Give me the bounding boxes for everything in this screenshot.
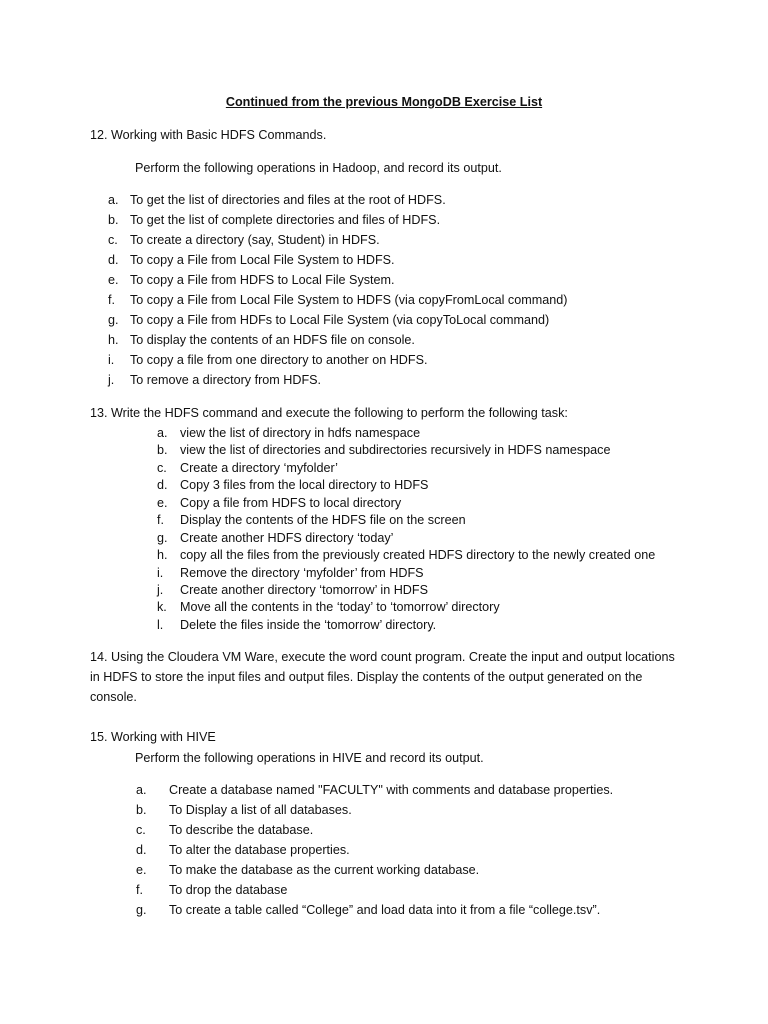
list-item-text: To copy a File from Local File System to HDFS (via copyFromLocal command)	[130, 293, 568, 307]
list-marker: c.	[136, 823, 146, 837]
list-item	[108, 192, 728, 212]
list-marker: h.	[108, 333, 119, 347]
list-item	[136, 802, 736, 822]
list-item	[136, 882, 736, 902]
section-14-paragraph: 14. Using the Cloudera VM Ware, execute the word count program. Create the input and output locations in HDFS to store the input files and output files. Display the contents of the output generated on the console.	[90, 650, 675, 704]
list-item-text: To get the list of complete directories and files of HDFS.	[130, 213, 441, 227]
section-15-list	[136, 782, 736, 922]
list-item	[108, 372, 728, 392]
section-12-list	[108, 192, 728, 392]
list-marker: d.	[108, 253, 119, 267]
list-marker: c.	[157, 460, 167, 475]
list-item-text: Delete the files inside the ‘tomorrow’ directory.	[180, 617, 437, 632]
list-item	[157, 582, 737, 599]
list-item-text: To alter the database properties.	[169, 843, 350, 857]
list-item	[157, 460, 737, 477]
list-item-text: Copy a file from HDFS to local directory	[180, 495, 402, 510]
list-item	[136, 862, 736, 882]
list-item	[108, 332, 728, 352]
list-item-text: To make the database as the current working database.	[169, 863, 480, 877]
list-marker: d.	[136, 843, 147, 857]
list-item	[108, 272, 728, 292]
list-item-text: To describe the database.	[169, 823, 314, 837]
list-marker: l.	[157, 617, 164, 632]
list-item	[157, 495, 737, 512]
section-15-heading: 15. Working with HIVE	[90, 730, 216, 744]
list-item	[157, 565, 737, 582]
list-item-text: To get the list of directories and files at the root of HDFS.	[130, 193, 446, 207]
list-marker: j.	[157, 582, 164, 597]
list-item	[157, 547, 737, 564]
section-13-list	[157, 425, 737, 634]
list-item-text: view the list of directory in hdfs namespace	[180, 426, 421, 440]
list-item-text: To display the contents of an HDFS file on console.	[130, 333, 415, 347]
list-marker: a.	[136, 783, 147, 797]
list-item	[108, 252, 728, 272]
list-item-text: Copy 3 files from the local directory to HDFS	[180, 478, 429, 493]
list-item-text: copy all the files from the previously created HDFS directory to the newly created one	[180, 548, 656, 563]
list-item-text: Create another directory ‘tomorrow’ in HDFS	[180, 582, 428, 597]
list-marker: j.	[108, 373, 115, 387]
list-item-text: To copy a File from HDFs to Local File System (via copyToLocal command)	[130, 313, 550, 327]
list-item	[108, 232, 728, 252]
list-item	[136, 782, 736, 802]
list-marker: e.	[108, 273, 119, 287]
section-15-intro: Perform the following operations in HIVE and record its output.	[135, 751, 484, 765]
list-item	[136, 842, 736, 862]
list-item-text: To create a table called “College” and load data into it from a file “college.tsv”.	[169, 903, 601, 917]
list-item	[157, 425, 737, 442]
list-marker: f.	[157, 513, 164, 528]
list-item-text: Display the contents of the HDFS file on the screen	[180, 513, 466, 528]
list-marker: h.	[157, 548, 168, 563]
list-marker: i.	[157, 565, 164, 580]
list-marker: g.	[157, 530, 168, 545]
list-item	[136, 822, 736, 842]
list-item-text: Create a directory ‘myfolder’	[180, 460, 338, 475]
list-item-text: To remove a directory from HDFS.	[130, 373, 322, 387]
list-marker: b.	[136, 803, 147, 817]
list-item	[108, 352, 728, 372]
list-item-text: To Display a list of all databases.	[169, 803, 352, 817]
list-item-text: To copy a File from Local File System to HDFS.	[130, 253, 395, 267]
list-item	[157, 512, 737, 529]
list-marker: c.	[108, 233, 118, 247]
list-item-text: To create a directory (say, Student) in HDFS.	[130, 233, 380, 247]
list-item-text: To copy a file from one directory to another on HDFS.	[130, 353, 428, 367]
list-item-text: Remove the directory ‘myfolder’ from HDFS	[180, 565, 424, 580]
list-marker: k.	[157, 600, 167, 615]
page-title: Continued from the previous MongoDB Exercise List	[225, 95, 543, 109]
list-marker: e.	[136, 863, 147, 877]
list-marker: b.	[157, 443, 168, 458]
list-item	[108, 312, 728, 332]
section-13-heading: 13. Write the HDFS command and execute the following to perform the following task:	[90, 406, 568, 420]
list-item-text: To drop the database	[169, 883, 288, 897]
list-item	[157, 617, 737, 634]
list-item-text: Create another HDFS directory ‘today’	[180, 530, 394, 545]
list-item	[157, 442, 737, 459]
list-marker: e.	[157, 495, 168, 510]
section-12-heading: 12. Working with Basic HDFS Commands.	[90, 128, 327, 142]
list-marker: g.	[136, 903, 147, 917]
list-item	[157, 599, 737, 616]
list-item	[157, 477, 737, 494]
list-marker: d.	[157, 478, 168, 493]
list-marker: b.	[108, 213, 119, 227]
list-marker: f.	[136, 883, 143, 897]
list-marker: f.	[108, 293, 115, 307]
section-12-intro: Perform the following operations in Hadoop, and record its output.	[135, 161, 502, 175]
list-marker: g.	[108, 313, 119, 327]
list-item-text: Move all the contents in the ‘today’ to ‘tomorrow’ directory	[180, 600, 500, 615]
list-item-text: To copy a File from HDFS to Local File System.	[130, 273, 395, 287]
list-item	[157, 530, 737, 547]
list-item	[108, 292, 728, 312]
list-marker: i.	[108, 353, 115, 367]
list-item-text: Create a database named "FACULTY" with comments and database properties.	[169, 783, 614, 797]
list-marker: a.	[157, 426, 168, 440]
list-marker: a.	[108, 193, 119, 207]
list-item	[108, 212, 728, 232]
list-item	[136, 902, 736, 922]
list-item-text: view the list of directories and subdirectories recursively in HDFS namespace	[180, 443, 611, 458]
